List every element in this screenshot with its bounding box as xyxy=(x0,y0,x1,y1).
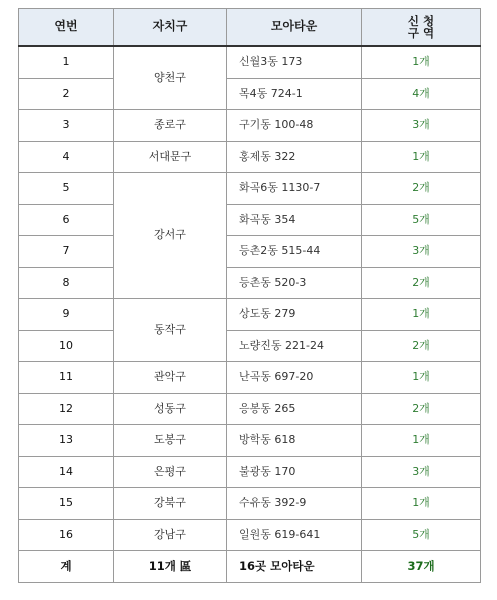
district-cell: 관악구 xyxy=(114,362,227,394)
town-cell: 화곡6동 1130-7 xyxy=(227,173,362,205)
table-row xyxy=(19,362,481,394)
row-number: 4 xyxy=(19,141,114,173)
count-cell: 5개 xyxy=(362,519,481,551)
table-row xyxy=(19,488,481,520)
table-row xyxy=(19,46,481,78)
header-apply-line1: 신 청 xyxy=(407,13,435,28)
row-number: 10 xyxy=(19,330,114,362)
district-cell: 강북구 xyxy=(114,488,227,520)
table-row xyxy=(19,78,481,110)
town-cell: 등촌동 520-3 xyxy=(227,267,362,299)
count-cell: 2개 xyxy=(362,173,481,205)
row-number: 8 xyxy=(19,267,114,299)
town-cell: 불광동 170 xyxy=(227,456,362,488)
count-cell: 3개 xyxy=(362,110,481,142)
district-cell: 동작구 xyxy=(114,299,227,362)
count-cell: 1개 xyxy=(362,425,481,457)
town-cell: 상도동 279 xyxy=(227,299,362,331)
count-cell: 2개 xyxy=(362,393,481,425)
table-row xyxy=(19,393,481,425)
count-cell: 2개 xyxy=(362,267,481,299)
header-district: 자치구 xyxy=(114,9,227,47)
row-number: 16 xyxy=(19,519,114,551)
header-apply-line2: 구 역 xyxy=(407,26,435,40)
town-cell: 등촌2동 515-44 xyxy=(227,236,362,268)
district-cell: 양천구 xyxy=(114,46,227,110)
district-cell: 강남구 xyxy=(114,519,227,551)
count-cell: 1개 xyxy=(362,488,481,520)
town-cell: 신월3동 173 xyxy=(227,46,362,78)
district-cell: 강서구 xyxy=(114,173,227,299)
row-number: 12 xyxy=(19,393,114,425)
row-number: 3 xyxy=(19,110,114,142)
count-cell: 4개 xyxy=(362,78,481,110)
town-cell: 수유동 392-9 xyxy=(227,488,362,520)
row-number: 1 xyxy=(19,46,114,78)
header-row xyxy=(19,9,481,47)
total-count: 37개 xyxy=(362,551,481,583)
count-cell: 2개 xyxy=(362,330,481,362)
town-cell: 목4동 724-1 xyxy=(227,78,362,110)
moatown-table xyxy=(18,8,481,583)
row-number: 14 xyxy=(19,456,114,488)
header-town: 모아타운 xyxy=(227,9,362,47)
town-cell: 노량진동 221-24 xyxy=(227,330,362,362)
header-no: 연번 xyxy=(19,9,114,47)
table-row xyxy=(19,330,481,362)
table-row xyxy=(19,299,481,331)
town-cell: 난곡동 697-20 xyxy=(227,362,362,394)
town-cell: 응봉동 265 xyxy=(227,393,362,425)
town-cell: 화곡동 354 xyxy=(227,204,362,236)
count-cell: 1개 xyxy=(362,46,481,78)
town-cell: 홍제동 322 xyxy=(227,141,362,173)
district-cell: 성동구 xyxy=(114,393,227,425)
total-row xyxy=(19,551,481,583)
row-number: 9 xyxy=(19,299,114,331)
district-cell: 은평구 xyxy=(114,456,227,488)
table-row xyxy=(19,141,481,173)
town-cell: 일원동 619-641 xyxy=(227,519,362,551)
row-number: 7 xyxy=(19,236,114,268)
table-row xyxy=(19,267,481,299)
count-cell: 3개 xyxy=(362,456,481,488)
table-row xyxy=(19,173,481,205)
count-cell: 1개 xyxy=(362,362,481,394)
total-town: 16곳 모아타운 xyxy=(227,551,362,583)
header-apply-area xyxy=(362,9,481,47)
row-number: 5 xyxy=(19,173,114,205)
row-number: 13 xyxy=(19,425,114,457)
town-cell: 구기동 100-48 xyxy=(227,110,362,142)
table-row xyxy=(19,236,481,268)
table-row xyxy=(19,425,481,457)
district-cell: 도봉구 xyxy=(114,425,227,457)
row-number: 2 xyxy=(19,78,114,110)
table-row xyxy=(19,110,481,142)
total-district: 11개 區 xyxy=(114,551,227,583)
table-row xyxy=(19,519,481,551)
district-cell: 서대문구 xyxy=(114,141,227,173)
town-cell: 방학동 618 xyxy=(227,425,362,457)
table-row xyxy=(19,204,481,236)
table-row xyxy=(19,456,481,488)
count-cell: 5개 xyxy=(362,204,481,236)
total-label: 계 xyxy=(19,551,114,583)
count-cell: 3개 xyxy=(362,236,481,268)
count-cell: 1개 xyxy=(362,141,481,173)
row-number: 15 xyxy=(19,488,114,520)
district-cell: 종로구 xyxy=(114,110,227,142)
row-number: 6 xyxy=(19,204,114,236)
count-cell: 1개 xyxy=(362,299,481,331)
row-number: 11 xyxy=(19,362,114,394)
